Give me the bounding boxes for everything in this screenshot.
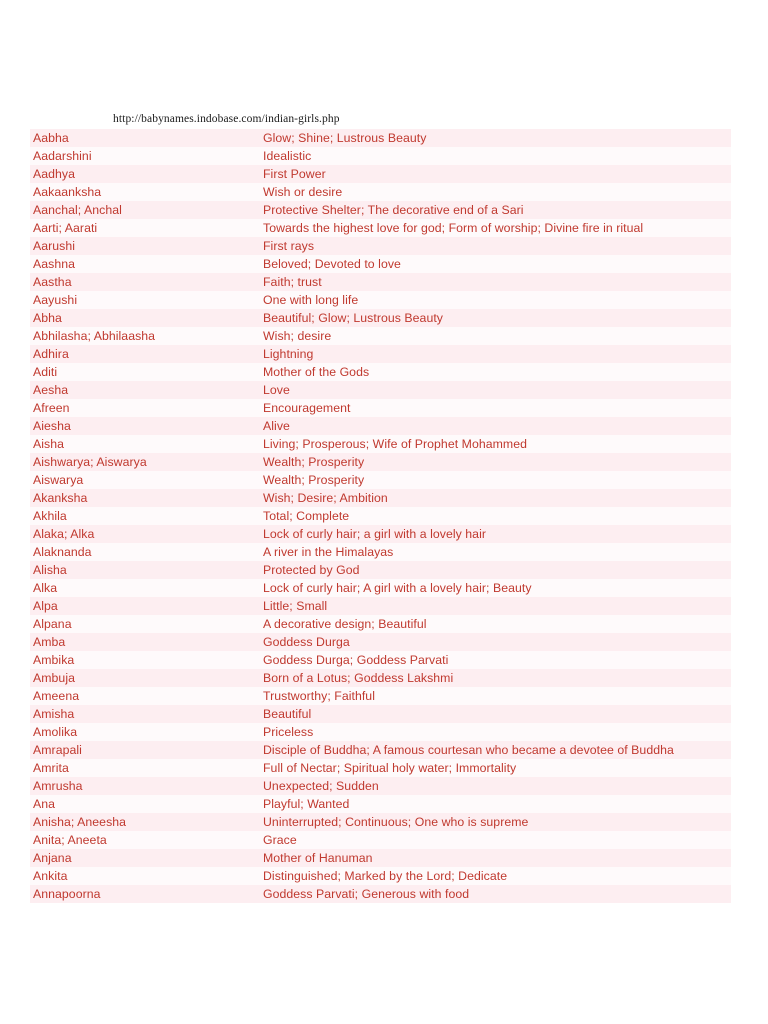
meaning-cell: Beautiful; Glow; Lustrous Beauty	[263, 311, 444, 325]
meaning-cell: Lightning	[263, 347, 314, 361]
meaning-cell: Lock of curly hair; A girl with a lovely hair; Beauty	[263, 581, 532, 595]
name-cell: Amrita	[33, 761, 69, 775]
table-row	[30, 831, 731, 849]
baby-names-table-body	[30, 129, 731, 903]
name-cell: Abha	[33, 311, 62, 325]
meaning-cell: Glow; Shine; Lustrous Beauty	[263, 131, 427, 145]
name-cell: Aarti; Aarati	[33, 221, 98, 235]
name-cell: Amba	[33, 635, 66, 649]
meaning-cell: Beautiful	[263, 707, 312, 721]
table-row	[30, 615, 731, 633]
table-row	[30, 219, 731, 237]
name-cell: Ana	[33, 797, 56, 811]
table-row	[30, 363, 731, 381]
name-cell: Aayushi	[33, 293, 78, 307]
meaning-cell: Living; Prosperous; Wife of Prophet Mohammed	[263, 437, 527, 451]
table-row	[30, 633, 731, 651]
table-row	[30, 399, 731, 417]
table-row	[30, 885, 731, 903]
meaning-cell: A river in the Himalayas	[263, 545, 394, 559]
name-cell: Anisha; Aneesha	[33, 815, 127, 829]
table-row	[30, 705, 731, 723]
meaning-cell: Faith; trust	[263, 275, 322, 289]
table-row	[30, 795, 731, 813]
table-row	[30, 309, 731, 327]
baby-names-table	[30, 129, 731, 903]
name-cell: Aiesha	[33, 419, 71, 433]
meaning-cell: Wish; Desire; Ambition	[263, 491, 388, 505]
name-cell: Amrapali	[33, 743, 82, 757]
table-row	[30, 129, 731, 147]
table-row	[30, 507, 731, 525]
table-row	[30, 651, 731, 669]
table-row	[30, 381, 731, 399]
meaning-cell: Protective Shelter; The decorative end of a Sari	[263, 203, 524, 217]
meaning-cell: Beloved; Devoted to love	[263, 257, 401, 271]
meaning-cell: Goddess Durga	[263, 635, 350, 649]
table-row	[30, 237, 731, 255]
name-cell: Amisha	[33, 707, 75, 721]
table-row	[30, 543, 731, 561]
name-cell: Alpana	[33, 617, 72, 631]
meaning-cell: Uninterrupted; Continuous; One who is supreme	[263, 815, 529, 829]
table-row	[30, 165, 731, 183]
table-row	[30, 327, 731, 345]
meaning-cell: Love	[263, 383, 290, 397]
meaning-cell: Protected by God	[263, 563, 360, 577]
meaning-cell: First Power	[263, 167, 326, 181]
meaning-cell: Goddess Parvati; Generous with food	[263, 887, 470, 901]
meaning-cell: Towards the highest love for god; Form of worship; Divine fire in ritual	[263, 221, 644, 235]
meaning-cell: Wealth; Prosperity	[263, 455, 365, 469]
name-cell: Aarushi	[33, 239, 76, 253]
name-cell: Alisha	[33, 563, 67, 577]
meaning-cell: Encouragement	[263, 401, 351, 415]
meaning-cell: First rays	[263, 239, 315, 253]
table-row	[30, 525, 731, 543]
meaning-cell: Born of a Lotus; Goddess Lakshmi	[263, 671, 454, 685]
name-cell: Aadhya	[33, 167, 76, 181]
name-cell: Alaka; Alka	[33, 527, 95, 541]
table-row	[30, 273, 731, 291]
meaning-cell: Mother of Hanuman	[263, 851, 373, 865]
meaning-cell: Alive	[263, 419, 290, 433]
table-row	[30, 201, 731, 219]
table-row	[30, 759, 731, 777]
name-cell: Ankita	[33, 869, 68, 883]
table-row	[30, 345, 731, 363]
name-cell: Aiswarya	[33, 473, 84, 487]
name-cell: Abhilasha; Abhilaasha	[33, 329, 156, 343]
table-row	[30, 453, 731, 471]
table-row	[30, 183, 731, 201]
name-cell: Alpa	[33, 599, 58, 613]
name-cell: Akhila	[33, 509, 67, 523]
meaning-cell: Unexpected; Sudden	[263, 779, 379, 793]
table-row	[30, 579, 731, 597]
table-row	[30, 777, 731, 795]
name-cell: Aditi	[33, 365, 58, 379]
name-cell: Aakaanksha	[33, 185, 102, 199]
name-cell: Anjana	[33, 851, 72, 865]
name-cell: Aisha	[33, 437, 65, 451]
meaning-cell: Little; Small	[263, 599, 328, 613]
table-row	[30, 255, 731, 273]
table-row	[30, 291, 731, 309]
name-cell: Aesha	[33, 383, 69, 397]
meaning-cell: Mother of the Gods	[263, 365, 370, 379]
meaning-cell: Wealth; Prosperity	[263, 473, 365, 487]
meaning-cell: Lock of curly hair; a girl with a lovely hair	[263, 527, 486, 541]
name-cell: Aadarshini	[33, 149, 92, 163]
name-cell: Adhira	[33, 347, 69, 361]
name-cell: Annapoorna	[33, 887, 101, 901]
meaning-cell: Grace	[263, 833, 297, 847]
name-cell: Ameena	[33, 689, 80, 703]
name-cell: Aabha	[33, 131, 69, 145]
meaning-cell: Goddess Durga; Goddess Parvati	[263, 653, 449, 667]
table-row	[30, 489, 731, 507]
meaning-cell: Total; Complete	[263, 509, 350, 523]
name-cell: Ambuja	[33, 671, 75, 685]
meaning-cell: Disciple of Buddha; A famous courtesan who became a devotee of Buddha	[263, 743, 674, 757]
name-cell: Akanksha	[33, 491, 88, 505]
table-row	[30, 867, 731, 885]
meaning-cell: Distinguished; Marked by the Lord; Dedicate	[263, 869, 508, 883]
name-cell: Amrusha	[33, 779, 83, 793]
name-cell: Anita; Aneeta	[33, 833, 107, 847]
name-cell: Ambika	[33, 653, 75, 667]
name-cell: Afreen	[33, 401, 70, 415]
table-row	[30, 687, 731, 705]
name-cell: Aashna	[33, 257, 76, 271]
meaning-cell: Playful; Wanted	[263, 797, 350, 811]
meaning-cell: Wish; desire	[263, 329, 332, 343]
meaning-cell: Full of Nectar; Spiritual holy water; Immortality	[263, 761, 517, 775]
table-row	[30, 147, 731, 165]
meaning-cell: A decorative design; Beautiful	[263, 617, 427, 631]
table-row	[30, 813, 731, 831]
name-cell: Aishwarya; Aiswarya	[33, 455, 147, 469]
name-cell: Alka	[33, 581, 58, 595]
source-url-header: http://babynames.indobase.com/indian-girls.php	[113, 113, 340, 125]
table-row	[30, 597, 731, 615]
meaning-cell: Trustworthy; Faithful	[263, 689, 375, 703]
table-row	[30, 561, 731, 579]
table-row	[30, 471, 731, 489]
name-cell: Aastha	[33, 275, 72, 289]
table-row	[30, 849, 731, 867]
meaning-cell: Idealistic	[263, 149, 312, 163]
table-row	[30, 669, 731, 687]
meaning-cell: Wish or desire	[263, 185, 343, 199]
table-row	[30, 741, 731, 759]
name-cell: Aanchal; Anchal	[33, 203, 122, 217]
table-row	[30, 723, 731, 741]
table-row	[30, 435, 731, 453]
table-row	[30, 417, 731, 435]
name-cell: Alaknanda	[33, 545, 92, 559]
meaning-cell: Priceless	[263, 725, 314, 739]
meaning-cell: One with long life	[263, 293, 359, 307]
name-cell: Amolika	[33, 725, 78, 739]
